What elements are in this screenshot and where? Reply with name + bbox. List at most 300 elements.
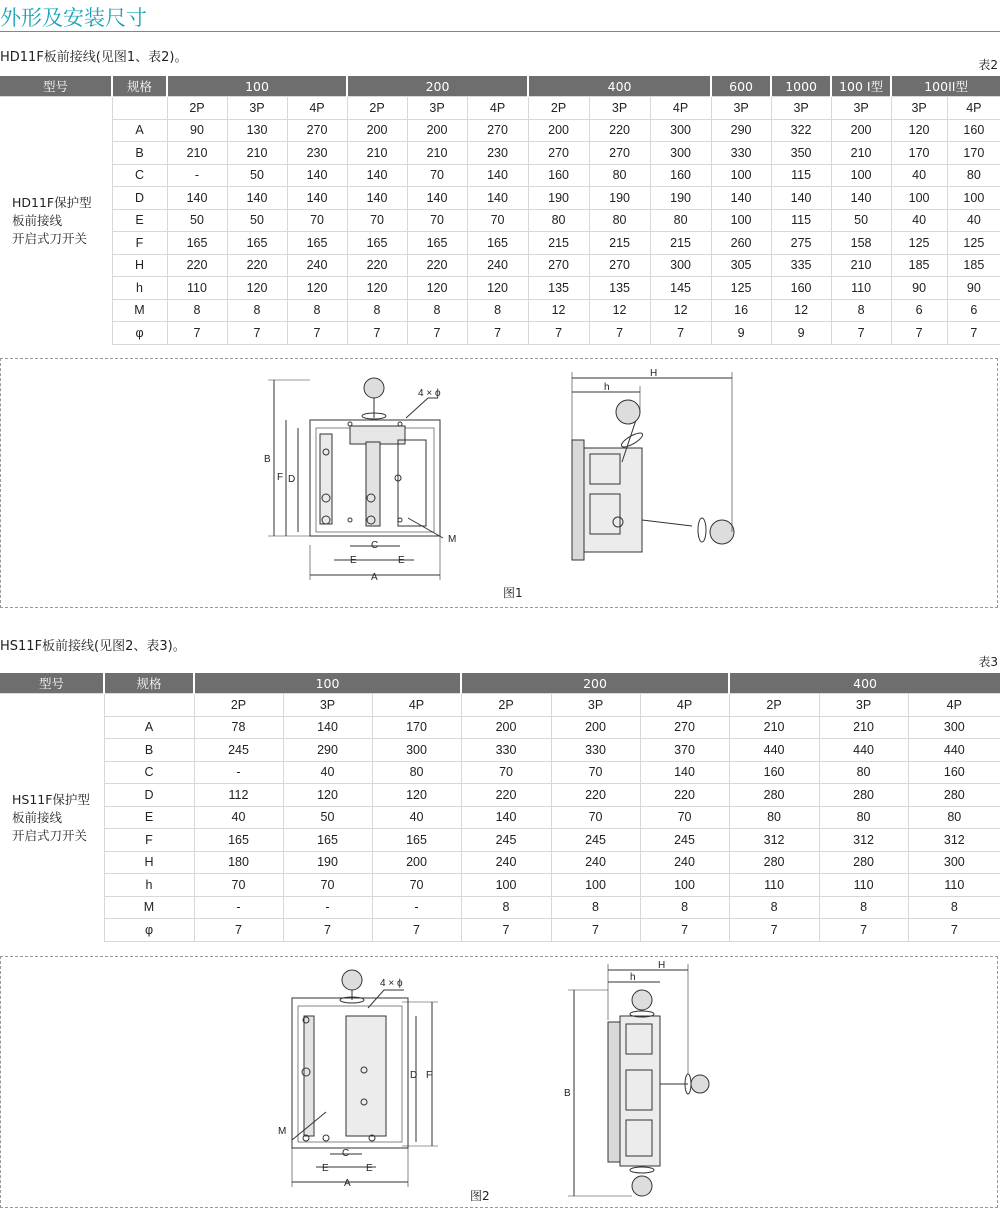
value-cell: 440: [908, 739, 1000, 762]
param-cell: D: [112, 187, 167, 210]
param-cell: h: [104, 874, 194, 897]
pole-cell: 3P: [589, 97, 650, 120]
value-cell: 270: [528, 254, 589, 277]
pole-cell: 2P: [194, 694, 283, 717]
value-cell: 160: [908, 761, 1000, 784]
value-cell: 80: [819, 761, 908, 784]
value-cell: 125: [947, 232, 1000, 255]
value-cell: 165: [167, 232, 227, 255]
value-cell: 165: [283, 829, 372, 852]
param-cell: D: [104, 784, 194, 807]
dim-label-b: B: [564, 1088, 571, 1099]
dim-label-f: F: [426, 1070, 433, 1081]
value-cell: 7: [831, 322, 891, 345]
value-cell: 210: [819, 716, 908, 739]
value-cell: 330: [711, 142, 771, 165]
value-cell: 120: [227, 277, 287, 300]
value-cell: 245: [640, 829, 729, 852]
value-cell: 290: [283, 739, 372, 762]
param-cell: C: [104, 761, 194, 784]
value-cell: 140: [283, 716, 372, 739]
value-cell: 280: [819, 784, 908, 807]
value-cell: 70: [194, 874, 283, 897]
value-cell: 8: [551, 896, 640, 919]
pole-cell: 4P: [908, 694, 1000, 717]
value-cell: 120: [407, 277, 467, 300]
value-cell: 80: [908, 806, 1000, 829]
value-cell: 80: [589, 209, 650, 232]
param-cell: H: [112, 254, 167, 277]
dim-label-d: D: [288, 474, 296, 485]
value-cell: 330: [461, 739, 551, 762]
value-cell: 210: [347, 142, 407, 165]
pole-cell: 3P: [891, 97, 947, 120]
value-cell: 312: [729, 829, 819, 852]
value-cell: 135: [589, 277, 650, 300]
value-cell: 110: [908, 874, 1000, 897]
value-cell: 210: [407, 142, 467, 165]
value-cell: 220: [589, 119, 650, 142]
value-cell: 100: [831, 164, 891, 187]
pole-row: [0, 97, 1000, 120]
value-cell: 120: [283, 784, 372, 807]
value-cell: 350: [771, 142, 831, 165]
param-cell: B: [112, 142, 167, 165]
value-cell: 115: [771, 164, 831, 187]
header-model: 型号: [0, 673, 104, 694]
dim-label-h-lower: h: [630, 972, 636, 983]
table-row: [0, 896, 1000, 919]
value-cell: 7: [908, 919, 1000, 942]
value-cell: 100: [551, 874, 640, 897]
value-cell: 140: [831, 187, 891, 210]
value-cell: 8: [819, 896, 908, 919]
value-cell: 120: [891, 119, 947, 142]
pole-cell: 3P: [831, 97, 891, 120]
value-cell: 140: [347, 164, 407, 187]
pole-cell: 3P: [771, 97, 831, 120]
value-cell: 115: [771, 209, 831, 232]
value-cell: 300: [372, 739, 461, 762]
param-cell: φ: [112, 322, 167, 345]
value-cell: 158: [831, 232, 891, 255]
group-header: 100II型: [891, 76, 1000, 97]
value-cell: -: [167, 164, 227, 187]
dim-label-holes: 4 × ϕ: [418, 388, 441, 399]
model-name-line: HD11F保护型: [12, 194, 92, 210]
group-header: 1000: [771, 76, 831, 97]
figure1-side-view: [560, 370, 750, 570]
value-cell: 440: [729, 739, 819, 762]
value-cell: 200: [372, 851, 461, 874]
figure1-box: [0, 358, 998, 608]
pole-cell: 3P: [407, 97, 467, 120]
value-cell: 210: [227, 142, 287, 165]
param-cell: F: [112, 232, 167, 255]
value-cell: 70: [347, 209, 407, 232]
value-cell: 80: [947, 164, 1000, 187]
value-cell: 50: [227, 209, 287, 232]
pole-cell: 2P: [347, 97, 407, 120]
param-cell: E: [112, 209, 167, 232]
value-cell: 7: [891, 322, 947, 345]
value-cell: 220: [347, 254, 407, 277]
value-cell: 140: [167, 187, 227, 210]
model-name-line: 开启式刀开关: [12, 230, 88, 246]
value-cell: 280: [819, 851, 908, 874]
figure2-box: [0, 956, 998, 1208]
model-name-line: 板前接线: [12, 212, 63, 228]
table-header-row: [0, 673, 1000, 694]
table-row: [0, 739, 1000, 762]
value-cell: 50: [283, 806, 372, 829]
table-row: [0, 919, 1000, 942]
value-cell: 7: [347, 322, 407, 345]
model-name-cell: [0, 97, 112, 345]
param-cell: H: [104, 851, 194, 874]
model-name-cell: [0, 694, 104, 942]
value-cell: 8: [227, 299, 287, 322]
pole-cell: 4P: [640, 694, 729, 717]
param-cell: E: [104, 806, 194, 829]
value-cell: 40: [194, 806, 283, 829]
dim-label-m: M: [448, 534, 457, 545]
value-cell: 7: [227, 322, 287, 345]
value-cell: 210: [729, 716, 819, 739]
group-header: 100 I型: [831, 76, 891, 97]
value-cell: 110: [167, 277, 227, 300]
value-cell: 70: [640, 806, 729, 829]
value-cell: 245: [551, 829, 640, 852]
pole-cell: 2P: [729, 694, 819, 717]
value-cell: 330: [551, 739, 640, 762]
value-cell: 300: [650, 254, 711, 277]
value-cell: 140: [227, 187, 287, 210]
value-cell: 240: [287, 254, 347, 277]
value-cell: 140: [467, 187, 528, 210]
pole-cell: 3P: [711, 97, 771, 120]
value-cell: 210: [831, 142, 891, 165]
value-cell: 70: [467, 209, 528, 232]
value-cell: 220: [640, 784, 729, 807]
value-cell: 160: [528, 164, 589, 187]
value-cell: 90: [167, 119, 227, 142]
value-cell: 240: [461, 851, 551, 874]
page-title: 外形及安装尺寸: [0, 6, 147, 30]
value-cell: 8: [287, 299, 347, 322]
value-cell: 245: [194, 739, 283, 762]
value-cell: 312: [819, 829, 908, 852]
value-cell: 70: [461, 761, 551, 784]
value-cell: 190: [528, 187, 589, 210]
section2-label: HS11F板前接线(见图2、表3)。: [0, 639, 186, 654]
value-cell: 190: [589, 187, 650, 210]
value-cell: 185: [947, 254, 1000, 277]
value-cell: 40: [947, 209, 1000, 232]
param-cell: M: [104, 896, 194, 919]
value-cell: 165: [467, 232, 528, 255]
table-row: [0, 187, 1000, 210]
value-cell: 270: [589, 254, 650, 277]
table-header-row: [0, 76, 1000, 97]
table-row: [0, 254, 1000, 277]
value-cell: 215: [650, 232, 711, 255]
dim-label-a: A: [371, 572, 378, 583]
model-name-line: 开启式刀开关: [12, 827, 88, 843]
value-cell: 40: [891, 164, 947, 187]
dim-label-h-upper: H: [650, 368, 658, 379]
value-cell: 135: [528, 277, 589, 300]
value-cell: 7: [167, 322, 227, 345]
table-row: [0, 164, 1000, 187]
dim-label-holes: 4 × ϕ: [380, 978, 403, 989]
value-cell: 80: [528, 209, 589, 232]
pole-cell: 2P: [528, 97, 589, 120]
value-cell: 80: [650, 209, 711, 232]
pole-cell: 4P: [947, 97, 1000, 120]
value-cell: 7: [589, 322, 650, 345]
table-row: [0, 851, 1000, 874]
group-header: 200: [347, 76, 528, 97]
value-cell: 7: [407, 322, 467, 345]
value-cell: 120: [347, 277, 407, 300]
value-cell: 9: [711, 322, 771, 345]
value-cell: 245: [461, 829, 551, 852]
value-cell: 8: [467, 299, 528, 322]
value-cell: 165: [227, 232, 287, 255]
value-cell: 312: [908, 829, 1000, 852]
value-cell: 100: [640, 874, 729, 897]
value-cell: 335: [771, 254, 831, 277]
value-cell: 80: [729, 806, 819, 829]
value-cell: 160: [771, 277, 831, 300]
value-cell: 50: [227, 164, 287, 187]
dim-label-e: E: [322, 1163, 329, 1174]
table-row: [0, 716, 1000, 739]
table-row: [0, 119, 1000, 142]
param-cell: A: [104, 716, 194, 739]
group-header: 400: [528, 76, 711, 97]
value-cell: 8: [347, 299, 407, 322]
param-cell: M: [112, 299, 167, 322]
value-cell: 170: [891, 142, 947, 165]
value-cell: 165: [347, 232, 407, 255]
value-cell: 140: [407, 187, 467, 210]
value-cell: 140: [640, 761, 729, 784]
value-cell: 270: [287, 119, 347, 142]
value-cell: 16: [711, 299, 771, 322]
table-row: [0, 806, 1000, 829]
pole-cell: 4P: [467, 97, 528, 120]
value-cell: 125: [891, 232, 947, 255]
value-cell: 7: [650, 322, 711, 345]
value-cell: 8: [831, 299, 891, 322]
value-cell: 7: [283, 919, 372, 942]
value-cell: 140: [347, 187, 407, 210]
dim-label-e: E: [350, 555, 357, 566]
value-cell: 8: [167, 299, 227, 322]
dim-label-h-upper: H: [658, 960, 666, 971]
value-cell: 7: [528, 322, 589, 345]
dim-label-m: M: [278, 1126, 287, 1137]
value-cell: 7: [194, 919, 283, 942]
value-cell: 220: [461, 784, 551, 807]
figure2-side-view: [560, 960, 710, 1200]
value-cell: 7: [372, 919, 461, 942]
pole-cell: 3P: [551, 694, 640, 717]
pole-cell: 2P: [461, 694, 551, 717]
value-cell: 78: [194, 716, 283, 739]
value-cell: 12: [650, 299, 711, 322]
value-cell: 160: [947, 119, 1000, 142]
value-cell: 140: [461, 806, 551, 829]
value-cell: 300: [908, 716, 1000, 739]
param-cell: F: [104, 829, 194, 852]
value-cell: 7: [729, 919, 819, 942]
value-cell: 110: [831, 277, 891, 300]
pole-cell: 4P: [650, 97, 711, 120]
value-cell: 40: [283, 761, 372, 784]
value-cell: 40: [372, 806, 461, 829]
table-row: [0, 209, 1000, 232]
value-cell: 180: [194, 851, 283, 874]
section1-table-tag: 表2: [978, 58, 998, 72]
value-cell: 230: [467, 142, 528, 165]
value-cell: 230: [287, 142, 347, 165]
value-cell: 140: [771, 187, 831, 210]
value-cell: 110: [819, 874, 908, 897]
table-row: [0, 784, 1000, 807]
pole-cell: 3P: [819, 694, 908, 717]
dim-label-f: F: [277, 472, 284, 483]
value-cell: 70: [407, 209, 467, 232]
value-cell: 120: [467, 277, 528, 300]
value-cell: 305: [711, 254, 771, 277]
value-cell: 6: [891, 299, 947, 322]
value-cell: 100: [461, 874, 551, 897]
table-row: [0, 277, 1000, 300]
hd11f-dimension-table: [0, 76, 1000, 345]
value-cell: 160: [729, 761, 819, 784]
table-row: [0, 322, 1000, 345]
spec-blank-cell: [104, 694, 194, 717]
figure2-front-view: [276, 962, 446, 1192]
value-cell: 165: [287, 232, 347, 255]
value-cell: 70: [283, 874, 372, 897]
value-cell: 90: [947, 277, 1000, 300]
value-cell: 200: [831, 119, 891, 142]
value-cell: 140: [711, 187, 771, 210]
value-cell: -: [372, 896, 461, 919]
header-spec: 规格: [112, 76, 167, 97]
model-name-line: HS11F保护型: [12, 791, 90, 807]
value-cell: 40: [891, 209, 947, 232]
value-cell: 280: [729, 784, 819, 807]
figure1-front-view: [258, 370, 468, 585]
value-cell: 120: [372, 784, 461, 807]
table-row: [0, 829, 1000, 852]
value-cell: 70: [551, 761, 640, 784]
value-cell: 12: [589, 299, 650, 322]
header-spec: 规格: [104, 673, 194, 694]
param-cell: B: [104, 739, 194, 762]
value-cell: 7: [467, 322, 528, 345]
value-cell: 270: [528, 142, 589, 165]
value-cell: 200: [407, 119, 467, 142]
value-cell: 270: [589, 142, 650, 165]
value-cell: 6: [947, 299, 1000, 322]
value-cell: 210: [167, 142, 227, 165]
pole-cell: 2P: [167, 97, 227, 120]
value-cell: 220: [167, 254, 227, 277]
value-cell: 100: [711, 164, 771, 187]
value-cell: 145: [650, 277, 711, 300]
value-cell: 240: [551, 851, 640, 874]
value-cell: 140: [287, 187, 347, 210]
value-cell: 100: [711, 209, 771, 232]
value-cell: 370: [640, 739, 729, 762]
value-cell: 70: [407, 164, 467, 187]
dim-label-b: B: [264, 454, 271, 465]
value-cell: 70: [287, 209, 347, 232]
value-cell: 220: [551, 784, 640, 807]
table-row: [0, 142, 1000, 165]
value-cell: 80: [372, 761, 461, 784]
table-row: [0, 299, 1000, 322]
value-cell: 8: [640, 896, 729, 919]
spec-blank-cell: [112, 97, 167, 120]
group-header: 200: [461, 673, 729, 694]
pole-row: [0, 694, 1000, 717]
value-cell: 70: [551, 806, 640, 829]
dim-label-d: D: [410, 1070, 418, 1081]
title-divider: [0, 31, 1000, 32]
value-cell: 220: [407, 254, 467, 277]
value-cell: 220: [227, 254, 287, 277]
table-row: [0, 232, 1000, 255]
figure2-caption: 图2: [470, 1189, 490, 1203]
value-cell: -: [283, 896, 372, 919]
value-cell: 170: [372, 716, 461, 739]
table-row: [0, 874, 1000, 897]
value-cell: 8: [729, 896, 819, 919]
hs11f-dimension-table: [0, 673, 1000, 942]
value-cell: 190: [650, 187, 711, 210]
figure1-caption: 图1: [503, 586, 523, 600]
param-cell: h: [112, 277, 167, 300]
dim-label-c: C: [371, 540, 379, 551]
value-cell: 8: [407, 299, 467, 322]
value-cell: 200: [528, 119, 589, 142]
value-cell: 165: [407, 232, 467, 255]
dim-label-h-lower: h: [604, 382, 610, 393]
value-cell: 440: [819, 739, 908, 762]
value-cell: 260: [711, 232, 771, 255]
group-header: 100: [167, 76, 347, 97]
dim-label-a: A: [344, 1178, 351, 1189]
group-header: 400: [729, 673, 1000, 694]
value-cell: 160: [650, 164, 711, 187]
value-cell: 7: [551, 919, 640, 942]
value-cell: 7: [287, 322, 347, 345]
value-cell: 70: [372, 874, 461, 897]
value-cell: 240: [467, 254, 528, 277]
value-cell: 165: [372, 829, 461, 852]
value-cell: 215: [528, 232, 589, 255]
value-cell: 275: [771, 232, 831, 255]
value-cell: 100: [947, 187, 1000, 210]
section1-label: HD11F板前接线(见图1、表2)。: [0, 50, 188, 65]
